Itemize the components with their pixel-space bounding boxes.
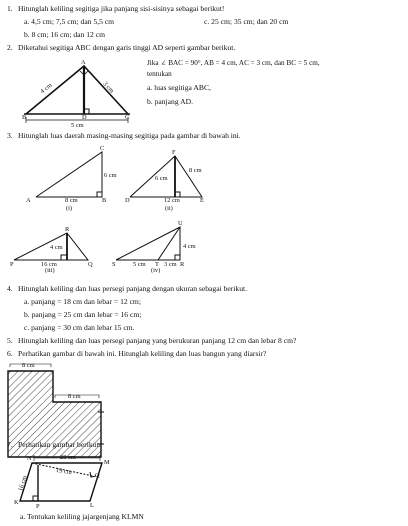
q3ii-label-f: F [172, 149, 176, 156]
q2-given-line2: tentukan [147, 70, 172, 78]
q2-label-c: C [125, 114, 130, 121]
q2-text: Diketahui segitiga ABC dengan garis tinggi AD seperti gambar berikut. [18, 43, 236, 52]
q3iv-label-height: 4 cm [183, 243, 196, 250]
q3iv-caption: (iv) [151, 267, 161, 274]
q3iv-label-s: S [112, 261, 116, 268]
q3ii-label-side: 8 cm [189, 167, 202, 174]
q7-parallelogram-figure [20, 455, 102, 501]
q3iv-label-t: T [155, 261, 159, 268]
q3ii-caption: (ii) [165, 205, 173, 212]
q3i-caption: (i) [66, 205, 73, 212]
q3iv-label-u: U [178, 220, 183, 227]
q7-label-nm: 28 cm [60, 454, 76, 461]
q7-label-m: M [104, 459, 110, 466]
q2-option-b: b. panjang AD. [147, 97, 193, 106]
q7-number: 7. [7, 440, 13, 449]
q3iii-label-p: P [10, 261, 14, 268]
q3ii-label-base: 12 cm [164, 197, 180, 204]
q7-label-kn: 16 cm [17, 474, 29, 493]
q4-option-a: a. panjang = 18 cm dan lebar = 12 cm; [24, 297, 141, 306]
q2-label-bc: 5 cm [71, 122, 84, 129]
q3iii-label-base: 16 cm [41, 261, 57, 268]
q3iv-label-tr: 3 cm [164, 261, 177, 268]
q3iii-label-q: Q [88, 261, 93, 268]
q2-label-ac: 3 cm [101, 80, 116, 95]
q1-option-b: b. 8 cm; 16 cm; dan 12 cm [24, 30, 105, 39]
q2-label-d: D [82, 114, 87, 121]
q7-text: Perhatikan gambar berikut. [18, 440, 101, 449]
q3-text: Hitunglah luas daerah masing-masing segitiga pada gambar di bawah ini. [18, 131, 241, 140]
q3i-label-height: 6 cm [104, 172, 117, 179]
q3iii-label-height: 4 cm [50, 244, 63, 251]
q7-label-diag: 19 cm [55, 466, 73, 477]
q3iii-label-r: R [65, 226, 70, 233]
q4-option-b: b. panjang = 25 cm dan lebar = 16 cm; [24, 310, 142, 319]
q3-triangle-iv [116, 227, 180, 260]
q7-label-l: L [90, 502, 94, 509]
q3i-label-a: A [26, 197, 31, 204]
q3iii-caption: (iii) [45, 267, 55, 274]
q2-label-ab: 4 cm [39, 81, 54, 96]
q5-text: Hitunglah keliling dan luas persegi panjang yang berukuran panjang 12 cm dan lebar 8 cm? [18, 336, 297, 345]
q3-number: 3. [7, 131, 13, 140]
q7-label-n: N [27, 455, 32, 462]
q3ii-label-height: 6 cm [155, 175, 168, 182]
q3i-label-base: 8 cm [65, 197, 78, 204]
q1-option-c: c. 25 cm; 35 cm; dan 20 cm [204, 17, 289, 26]
q7-label-k: K [14, 499, 19, 506]
q3ii-label-d: D [125, 197, 130, 204]
q2-label-a: A [81, 59, 86, 66]
q1-option-a: a. 4,5 cm; 7,5 cm; dan 5,5 cm [24, 17, 115, 26]
q3iv-label-st: 5 cm [133, 261, 146, 268]
q6-label-top: 8 cm [22, 362, 35, 369]
q2-given-line1: Jika ∠ BAC = 90°, AB = 4 cm, AC = 3 cm, dan BC = 5 cm, [147, 59, 320, 67]
q3i-label-c: C [100, 145, 105, 152]
q3iv-label-r: R [180, 261, 185, 268]
q4-option-c: c. panjang = 30 cm dan lebar 15 cm. [24, 323, 135, 332]
q3i-label-b: B [102, 197, 107, 204]
q7-label-p: P [36, 503, 40, 510]
q6-number: 6. [7, 349, 13, 358]
q7-option-a: a. Tentukan keliling jajargenjang KLMN [20, 512, 144, 521]
q6-label-mid: 8 cm [68, 393, 81, 400]
q2-number: 2. [7, 43, 13, 52]
q3ii-label-e: E [200, 197, 204, 204]
q4-text: Hitunglah keliling dan luas persegi panjang dengan ukuran sebagai berikut. [18, 284, 248, 293]
q1-number: 1. [7, 4, 13, 13]
q4-number: 4. [7, 284, 13, 293]
q3-triangle-i [36, 152, 102, 197]
q5-number: 5. [7, 336, 13, 345]
q1-text: Hitunglah keliling segitiga jika panjang sisi-sisinya sebagai berikut! [18, 4, 225, 13]
q6-text: Perhatikan gambar di bawah ini. Hitunglah keliling dan luas bangun yang diarsir? [18, 349, 267, 358]
q2-triangle-figure [24, 66, 130, 123]
q7-label-q: Q [95, 472, 100, 479]
q2-option-a: a. luas segitiga ABC, [147, 83, 211, 92]
q2-label-b: B [22, 114, 27, 121]
